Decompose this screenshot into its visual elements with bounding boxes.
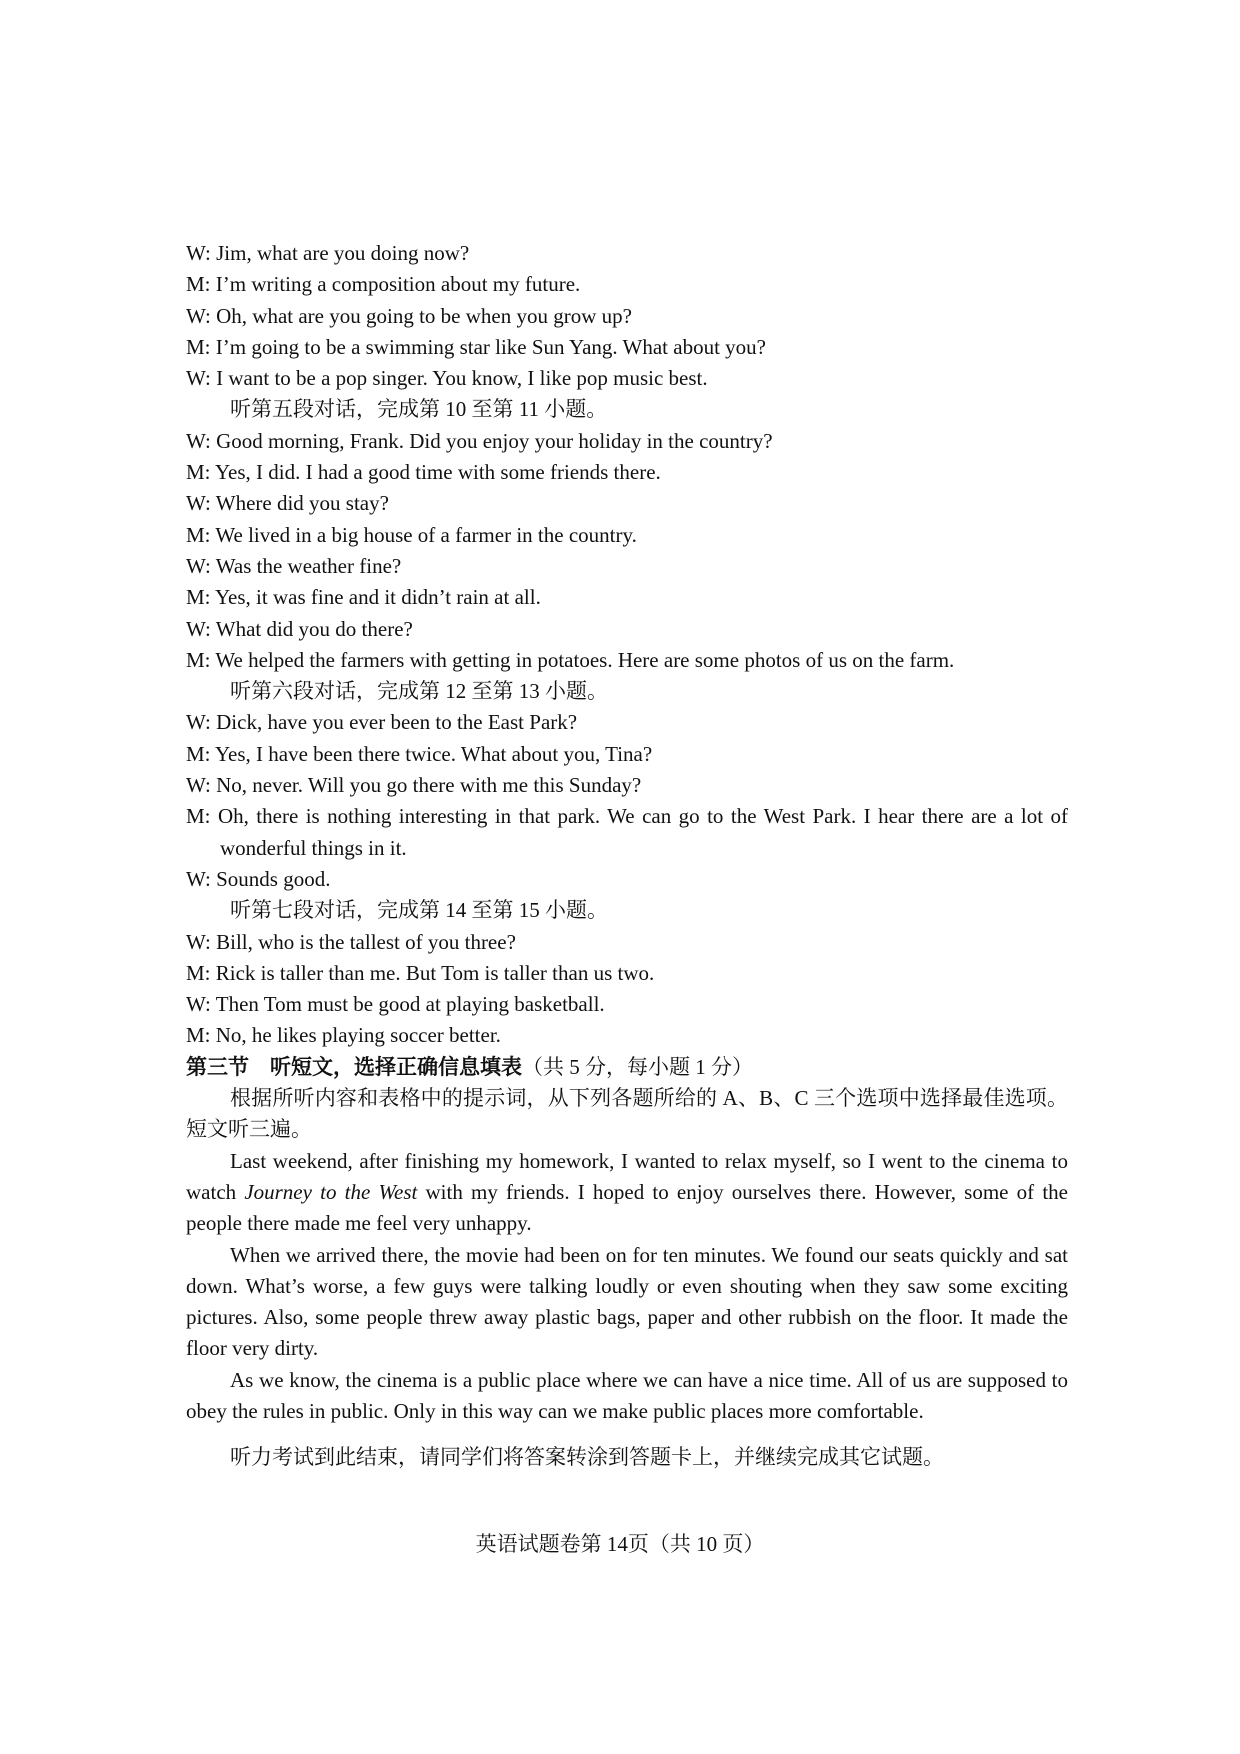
exam-page-body xyxy=(186,238,1068,1474)
dialogue-5-instruction: 听第五段对话，完成第 10 至第 11 小题。 xyxy=(230,397,608,422)
section-3-title: 第三节 听短文，选择正确信息填表 xyxy=(186,1054,522,1079)
dialogue-line: W: Bill, who is the tallest of you three? xyxy=(186,929,516,954)
dialogue-line: M: Yes, it was fine and it didn’t rain at all. xyxy=(186,585,541,610)
dialogue-line: W: No, never. Will you go there with me this Sunday? xyxy=(186,773,642,798)
movie-title: Journey to the West xyxy=(244,1179,418,1204)
dialogue-line: W: Dick, have you ever been to the East Park? xyxy=(186,710,578,735)
dialogue-line: M: We helped the farmers with getting in potatoes. Here are some photos of us on the farm. xyxy=(186,647,955,672)
section-3-score: （共 5 分，每小题 1 分） xyxy=(522,1054,753,1079)
passage-paragraph-3: As we know, the cinema is a public place where we can have a nice time. All of us are supposed to obey the rules in public. Only in this way can we make public places more comfortable. xyxy=(186,1367,1068,1423)
dialogue-line: W: Where did you stay? xyxy=(186,491,389,516)
dialogue-line: M: I’m writing a composition about my future. xyxy=(186,272,581,297)
page-footer: 英语试题卷第 14页（共 10 页） xyxy=(475,1532,765,1556)
dialogue-line: W: Sounds good. xyxy=(186,866,331,891)
listening-end-note: 听力考试到此结束，请同学们将答案转涂到答题卡上，并继续完成其它试题。 xyxy=(230,1445,944,1470)
dialogue-line: W: Jim, what are you doing now? xyxy=(186,241,470,265)
passage-paragraph-2: When we arrived there, the movie had been on for ten minutes. We found our seats quickly and sat down. What’s worse, a few guys were talking loudly or even shouting when they saw some exciting pictures. Also, some people threw away plastic bags, paper and other rubbish on the floor. It made the floor very dirty. xyxy=(186,1242,1068,1361)
passage-paragraph-1 xyxy=(186,1146,1068,1240)
dialogue-line: M: Rick is taller than me. But Tom is taller than us two. xyxy=(186,960,655,985)
section-3-instruction: 根据所听内容和表格中的提示词，从下列各题所给的 A、B、C 三个选项中选择最佳选项。短文听三遍。 xyxy=(186,1086,1068,1142)
dialogue-line: W: Then Tom must be good at playing basketball. xyxy=(186,992,605,1017)
dialogue-line: M: Oh, there is nothing interesting in that park. We can go to the West Park. I hear there are a lot of wonderful things in it. xyxy=(186,804,1068,860)
dialogue-line: W: Oh, what are you going to be when you grow up? xyxy=(186,303,632,328)
dialogue-line: M: No, he likes playing soccer better. xyxy=(186,1023,501,1048)
dialogue-7-instruction: 听第七段对话，完成第 14 至第 15 小题。 xyxy=(230,898,608,923)
dialogue-line: W: What did you do there? xyxy=(186,616,413,641)
dialogue-line: W: Good morning, Frank. Did you enjoy your holiday in the country? xyxy=(186,428,773,453)
passage-text: with my friends. I hoped to enjoy ourselves there. However, some of the people there made me feel very unhappy. xyxy=(186,1179,1068,1236)
passage-text: Last weekend, after finishing my homework, I wanted to relax myself, so I went to the cinema to watch xyxy=(186,1148,1068,1204)
dialogue-line: W: I want to be a pop singer. You know, I like pop music best. xyxy=(186,366,708,391)
dialogue-6-instruction: 听第六段对话，完成第 12 至第 13 小题。 xyxy=(230,679,608,704)
dialogue-line: M: We lived in a big house of a farmer in the country. xyxy=(186,522,637,547)
dialogue-line: W: Was the weather fine? xyxy=(186,553,402,578)
dialogue-line: M: I’m going to be a swimming star like Sun Yang. What about you? xyxy=(186,334,766,359)
section-3-heading xyxy=(186,1052,1068,1083)
dialogue-line: M: Yes, I did. I had a good time with some friends there. xyxy=(186,460,661,485)
dialogue-line: M: Yes, I have been there twice. What about you, Tina? xyxy=(186,741,653,766)
